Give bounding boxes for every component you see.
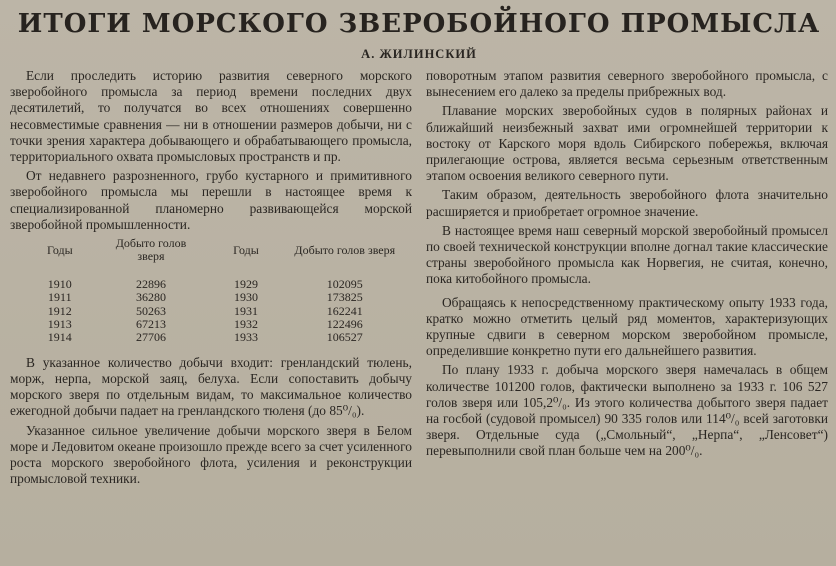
table-cell: 1911	[48, 290, 72, 305]
table-cell: 1910	[47, 276, 72, 291]
paragraph: Плавание морских зверобойных судов в полярных районах и ближайший неизбежный захват ими огромнейшей территории к востоку от Карского моря вдоль Сибирского побережья, включая прилегающие острова, является весьма серьезным ответственным этапом освоения великого северного пути.	[426, 103, 828, 184]
paragraph: Таким образом, деятельность зверобойного флота значительно расширяется и приобретает огромное значение.	[426, 187, 828, 219]
table-cell: 1931	[233, 303, 258, 318]
table-cell: 1933	[233, 330, 258, 345]
paragraph: Обращаясь к непосредственному практическому опыту 1933 года, кратко можно отметить целый ряд моментов, характеризующих крупные сдвиги в северном морском зверобойном промысле, определившие конкретно пути его дальнейшего развития.	[426, 294, 828, 359]
table-cell: 1930	[233, 290, 258, 305]
paragraph-continued: поворотным этапом развития северного зверобойного промысла, с вынесением его далеко за пределы прибрежных вод.	[426, 68, 828, 100]
table-cell: 50263	[135, 303, 166, 318]
table-header-row	[18, 237, 398, 272]
table-header: Годы	[233, 242, 259, 257]
table-header: Добыто голов зверя	[115, 236, 187, 264]
table-cell: 122496	[326, 317, 363, 332]
article-body	[10, 68, 828, 491]
table-cell: 27706	[135, 330, 166, 345]
table-cell: 1913	[47, 317, 72, 332]
harvest-table	[18, 237, 398, 345]
table-cell: 1914	[47, 330, 72, 345]
table-cell: 22896	[135, 276, 166, 291]
table-cell: 1929	[233, 276, 258, 291]
paragraph: От недавнего разрозненного, грубо кустарного и примитивного зверобойного промысла мы перешли в настоящее время к специализированной планомерно развивающейся морской зверобойной промышленности.	[10, 168, 412, 232]
table-cell: 36280	[135, 290, 166, 305]
left-column	[10, 68, 412, 491]
table-row	[18, 305, 398, 318]
paragraph: Указанное сильное увеличение добычи морского зверя в Белом море и Ледовитом океане произошло прежде всего за счет усиленного роста морского зверобойного флота, усиления и реконструкции промысловой техники.	[10, 422, 412, 487]
table-cell: 67213	[135, 317, 166, 332]
table-row	[18, 272, 398, 291]
paragraph: В указанное количество добычи входит: гренландский тюлень, морж, нерпа, морской заяц, белуха. Если сопоставить добычу морского зверя по отдельным видам, то максимальное количество ежегодной добычи падает на гренландского тюленя (до 85⁰/₀).	[10, 354, 412, 419]
article-author: А. ЖИЛИНСКИЙ	[361, 47, 477, 61]
table-cell: 162241	[326, 303, 363, 318]
table-cell: 106527	[326, 330, 363, 345]
table-header: Годы	[46, 242, 73, 257]
table-cell: 1912	[47, 303, 72, 318]
table-row	[18, 291, 398, 304]
right-column	[426, 68, 828, 491]
table-cell: 102095	[326, 276, 363, 291]
table-row	[18, 318, 398, 331]
table-row	[18, 331, 398, 344]
article-title: ИТОГИ МОРСКОГО ЗВЕРОБОЙНОГО ПРОМЫСЛА	[17, 9, 821, 39]
paragraph: Если проследить историю развития северного морского зверобойного промысла за период времени последних двух десятилетий, то получатся во всех отношениях совершенно несовместимые сравнения — ни в отношении размеров добычи, ни с точки зрения характера добывающего и обрабатывающего промысла, территориального охвата промысловых пространств и пр.	[10, 68, 412, 165]
table-header: Добыто голов зверя	[294, 242, 396, 257]
paragraph: По плану 1933 г. добыча морского зверя намечалась в общем количестве 101200 голов, фактически выполнено за 1933 г. 106 527 голов зверя или 105,2⁰/₀. Из этого количества добытого зверя падает на госбой (судовой промысел) 90 335 голов или 114⁰/₀ всей заготовки зверя. Отдельные суда („Смольный“, „Нерпа“, „Ленсовет“) перевыполнили свой план больше чем на 200⁰/₀.	[426, 362, 828, 459]
paragraph: В настоящее время наш северный морской зверобойный промысел по своей технической конструкции вполне догнал такие классические страны зверобойного промысла как Норвегия, не считая, конечно, пока китобойного промысла.	[426, 222, 828, 287]
table-cell: 1932	[233, 317, 258, 332]
table-cell: 173825	[326, 290, 363, 305]
